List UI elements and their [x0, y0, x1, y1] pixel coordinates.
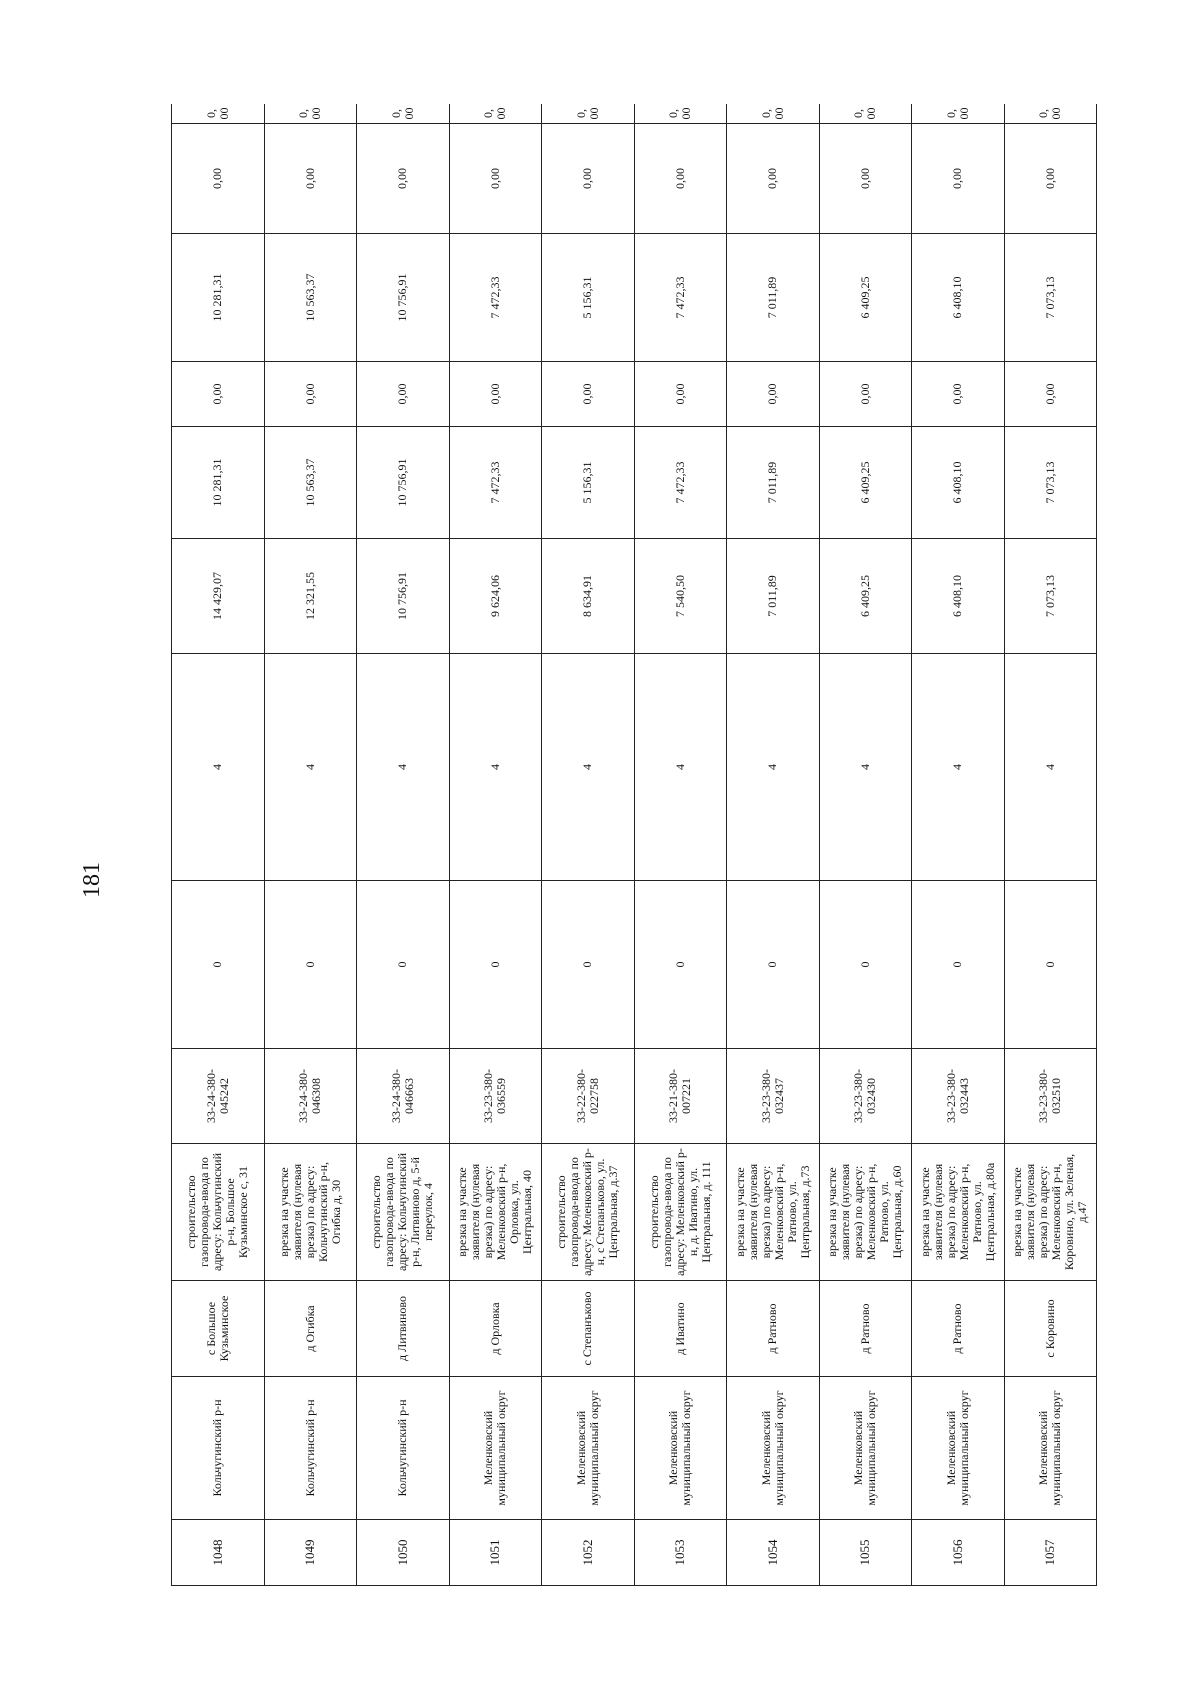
- locality-cell: с Большое Кузьминское: [172, 1281, 265, 1377]
- value-cell: 4: [264, 654, 357, 881]
- work-description-cell: строительство газопровода-ввода по адресу: Кольчугинский р-н, Большое Кузьминское с, 31: [172, 1144, 265, 1281]
- row-number-cell: 1057: [1004, 1520, 1097, 1586]
- locality-cell: с Степанъково: [542, 1281, 635, 1377]
- table-row: [172, 104, 265, 1586]
- value-cell: 0: [819, 881, 912, 1049]
- amount-cell: 0,00: [634, 124, 727, 234]
- row-number-cell: 1051: [449, 1520, 542, 1586]
- amount-cell: 7 011,89: [727, 539, 820, 654]
- amount-cell: 0,00: [449, 124, 542, 234]
- amount-cell: 0,00: [172, 124, 265, 234]
- amount-cell: 0,00: [449, 104, 542, 124]
- amount-cell: 7 472,33: [449, 234, 542, 362]
- amount-cell: 0,00: [172, 362, 265, 427]
- value-cell: 0: [634, 881, 727, 1049]
- cadastral-number-cell: 33-22-380-022758: [542, 1049, 635, 1144]
- table-row: [357, 104, 450, 1586]
- value-cell: 4: [357, 654, 450, 881]
- amount-cell: 6 408,10: [912, 427, 1005, 539]
- district-cell: Меленковский муниципальный округ: [727, 1377, 820, 1520]
- value-cell: 4: [727, 654, 820, 881]
- amount-cell: 0,00: [634, 362, 727, 427]
- amount-cell: 0,00: [264, 124, 357, 234]
- value-cell: 4: [172, 654, 265, 881]
- locality-cell: с Коровино: [1004, 1281, 1097, 1377]
- amount-cell: 10 756,91: [357, 234, 450, 362]
- district-cell: Кольчугинский р-н: [264, 1377, 357, 1520]
- amount-cell: 10 563,37: [264, 427, 357, 539]
- amount-cell: 9 624,06: [449, 539, 542, 654]
- locality-cell: д Огибка: [264, 1281, 357, 1377]
- work-description-cell: строительство газопровода-ввода по адресу: Кольчугинский р-н, Литвиново д, 5-й переулок, 4: [357, 1144, 450, 1281]
- locality-cell: д Ратново: [912, 1281, 1005, 1377]
- amount-cell: 5 156,31: [542, 427, 635, 539]
- cadastral-number-cell: 33-24-380-046663: [357, 1049, 450, 1144]
- district-cell: Меленковский муниципальный округ: [542, 1377, 635, 1520]
- table-row: [727, 104, 820, 1586]
- amount-cell: 7 472,33: [449, 427, 542, 539]
- amount-cell: 8 634,91: [542, 539, 635, 654]
- value-cell: 0: [912, 881, 1005, 1049]
- amount-cell: 0,00: [542, 124, 635, 234]
- amount-cell: 12 321,55: [264, 539, 357, 654]
- row-number-cell: 1052: [542, 1520, 635, 1586]
- amount-cell: 6 409,25: [819, 234, 912, 362]
- row-number-cell: 1054: [727, 1520, 820, 1586]
- work-description-cell: врезка на участке заявителя (нулевая врезка) по адресу: Меленковский р-н, Орловка, ул. Центральная, 40: [449, 1144, 542, 1281]
- amount-cell: 0,00: [542, 362, 635, 427]
- value-cell: 0: [542, 881, 635, 1049]
- district-cell: Кольчугинский р-н: [172, 1377, 265, 1520]
- work-description-cell: врезка на участке заявителя (нулевая врезка) по адресу: Меленковский р-н, Ратново, ул. Центральная, д.60: [819, 1144, 912, 1281]
- amount-cell: 0,00: [819, 104, 912, 124]
- amount-cell: 0,00: [912, 104, 1005, 124]
- work-description-cell: врезка на участке заявителя (нулевая врезка) по адресу: Меленковский р-н, Коровино, ул. Зеленая, д.47: [1004, 1144, 1097, 1281]
- district-cell: Меленковский муниципальный округ: [634, 1377, 727, 1520]
- value-cell: 4: [634, 654, 727, 881]
- row-number-cell: 1048: [172, 1520, 265, 1586]
- amount-cell: 0,00: [727, 104, 820, 124]
- value-cell: 0: [449, 881, 542, 1049]
- amount-cell: 0,00: [542, 104, 635, 124]
- table-row: [1004, 104, 1097, 1586]
- work-description-cell: врезка на участке заявителя (нулевая врезка) по адресу: Меленковский р-н, Ратново, ул. Центральная, д.73: [727, 1144, 820, 1281]
- amount-cell: 5 156,31: [542, 234, 635, 362]
- amount-cell: 6 409,25: [819, 427, 912, 539]
- amount-cell: 0,00: [819, 124, 912, 234]
- work-description-cell: строительство газопровода-ввода по адресу: Меленковский р-н, д. Иватино, ул. Центральная, д. 111: [634, 1144, 727, 1281]
- district-cell: Меленковский муниципальный округ: [1004, 1377, 1097, 1520]
- amount-cell: 0,00: [357, 124, 450, 234]
- cadastral-number-cell: 33-23-380-032443: [912, 1049, 1005, 1144]
- amount-cell: 6 408,10: [912, 539, 1005, 654]
- table-row: [634, 104, 727, 1586]
- value-cell: 0: [172, 881, 265, 1049]
- data-table: [171, 104, 1097, 1586]
- amount-cell: 0,00: [727, 362, 820, 427]
- table-row: [542, 104, 635, 1586]
- row-number-cell: 1053: [634, 1520, 727, 1586]
- locality-cell: д Ратново: [727, 1281, 820, 1377]
- cadastral-number-cell: 33-23-380-032437: [727, 1049, 820, 1144]
- amount-cell: 10 281,31: [172, 234, 265, 362]
- amount-cell: 0,00: [357, 104, 450, 124]
- amount-cell: 6 408,10: [912, 234, 1005, 362]
- locality-cell: д Орловка: [449, 1281, 542, 1377]
- locality-cell: д Иватино: [634, 1281, 727, 1377]
- amount-cell: 0,00: [357, 362, 450, 427]
- amount-cell: 0,00: [912, 124, 1005, 234]
- work-description-cell: врезка на участке заявителя (нулевая врезка) по адресу: Кольчугинский р-н, Огибка д, 30: [264, 1144, 357, 1281]
- amount-cell: 0,00: [172, 104, 265, 124]
- amount-cell: 7 540,50: [634, 539, 727, 654]
- amount-cell: 7 472,33: [634, 234, 727, 362]
- amount-cell: 10 281,31: [172, 427, 265, 539]
- amount-cell: 0,00: [819, 362, 912, 427]
- work-description-cell: строительство газопровода-ввода по адресу: Меленковский р-н, с Степанъково, ул. Центральная, д.37: [542, 1144, 635, 1281]
- amount-cell: 0,00: [264, 104, 357, 124]
- cadastral-number-cell: 33-23-380-032510: [1004, 1049, 1097, 1144]
- cadastral-number-cell: 33-23-380-032430: [819, 1049, 912, 1144]
- row-number-cell: 1049: [264, 1520, 357, 1586]
- amount-cell: 10 756,91: [357, 427, 450, 539]
- value-cell: 0: [357, 881, 450, 1049]
- amount-cell: 0,00: [1004, 124, 1097, 234]
- row-number-cell: 1056: [912, 1520, 1005, 1586]
- district-cell: Меленковский муниципальный округ: [449, 1377, 542, 1520]
- table-row: [449, 104, 542, 1586]
- value-cell: 4: [1004, 654, 1097, 881]
- locality-cell: д Ратново: [819, 1281, 912, 1377]
- row-number-cell: 1055: [819, 1520, 912, 1586]
- amount-cell: 0,00: [449, 362, 542, 427]
- table-wrapper: [171, 104, 1097, 1586]
- district-cell: Меленковский муниципальный округ: [819, 1377, 912, 1520]
- value-cell: 0: [1004, 881, 1097, 1049]
- cadastral-number-cell: 33-23-380-036559: [449, 1049, 542, 1144]
- table-row: [912, 104, 1005, 1586]
- value-cell: 4: [449, 654, 542, 881]
- amount-cell: 14 429,07: [172, 539, 265, 654]
- amount-cell: 10 756,91: [357, 539, 450, 654]
- amount-cell: 0,00: [1004, 362, 1097, 427]
- value-cell: 0: [727, 881, 820, 1049]
- amount-cell: 10 563,37: [264, 234, 357, 362]
- amount-cell: 6 409,25: [819, 539, 912, 654]
- value-cell: 4: [819, 654, 912, 881]
- amount-cell: 7 073,13: [1004, 539, 1097, 654]
- cadastral-number-cell: 33-24-380-045242: [172, 1049, 265, 1144]
- value-cell: 4: [542, 654, 635, 881]
- amount-cell: 7 073,13: [1004, 234, 1097, 362]
- amount-cell: 0,00: [912, 362, 1005, 427]
- district-cell: Кольчугинский р-н: [357, 1377, 450, 1520]
- row-number-cell: 1050: [357, 1520, 450, 1586]
- amount-cell: 0,00: [264, 362, 357, 427]
- table-row: [264, 104, 357, 1586]
- amount-cell: 7 472,33: [634, 427, 727, 539]
- page-number: 181: [79, 862, 105, 898]
- amount-cell: 0,00: [634, 104, 727, 124]
- table-row: [819, 104, 912, 1586]
- amount-cell: 7 011,89: [727, 427, 820, 539]
- locality-cell: д Литвиново: [357, 1281, 450, 1377]
- cadastral-number-cell: 33-21-380-007221: [634, 1049, 727, 1144]
- value-cell: 4: [912, 654, 1005, 881]
- amount-cell: 7 011,89: [727, 234, 820, 362]
- district-cell: Меленковский муниципальный округ: [912, 1377, 1005, 1520]
- cadastral-number-cell: 33-24-380-046308: [264, 1049, 357, 1144]
- work-description-cell: врезка на участке заявителя (нулевая врезка) по адресу: Меленковский р-н, Ратново, ул. Центральная, д.80а: [912, 1144, 1005, 1281]
- amount-cell: 0,00: [727, 124, 820, 234]
- amount-cell: 7 073,13: [1004, 427, 1097, 539]
- amount-cell: 0,00: [1004, 104, 1097, 124]
- value-cell: 0: [264, 881, 357, 1049]
